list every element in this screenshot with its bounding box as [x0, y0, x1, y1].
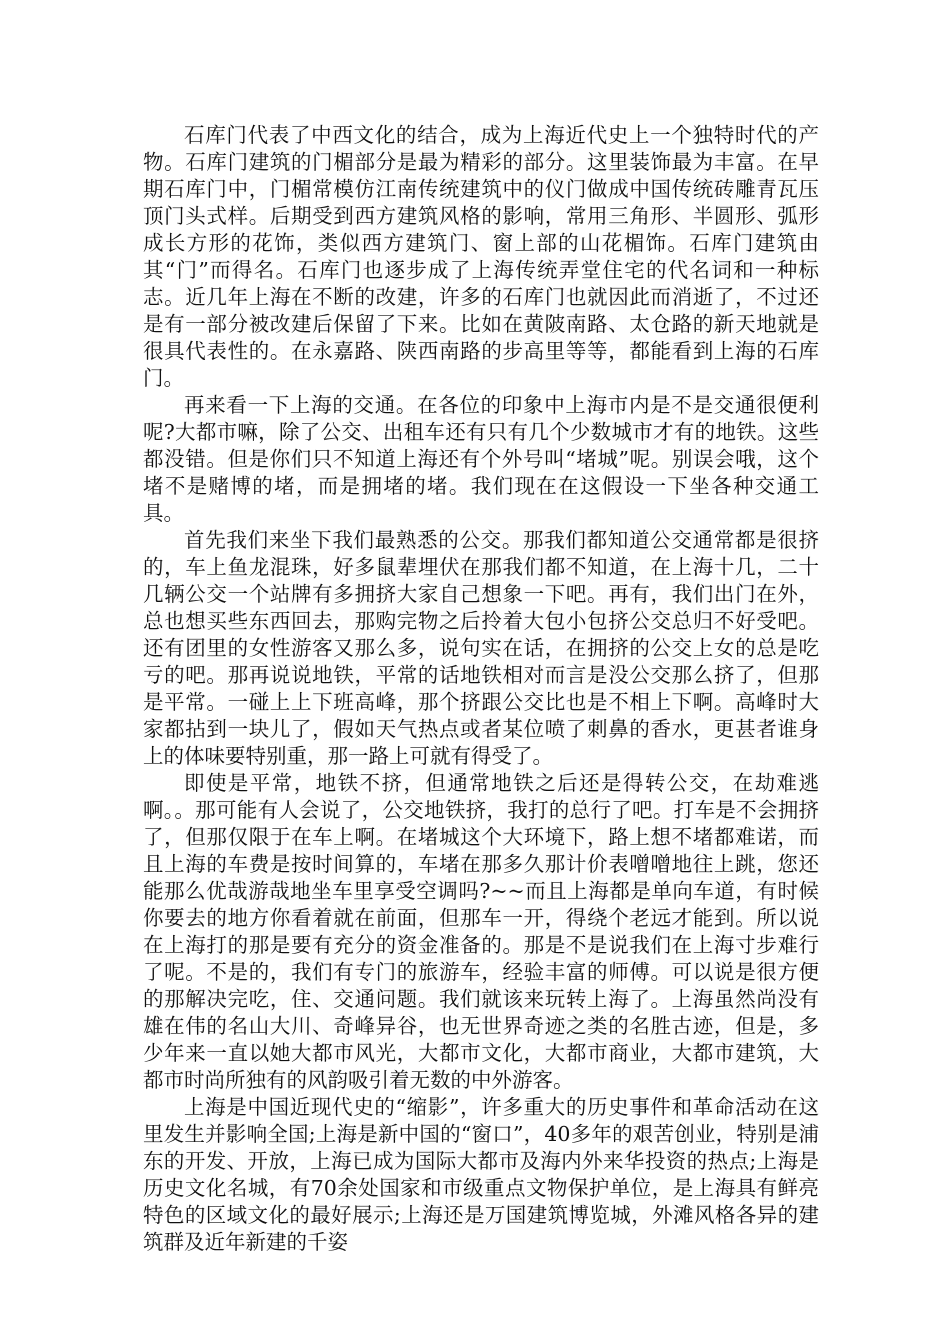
- document-page: [143, 122, 819, 1256]
- paragraph-shikumen: 石库门代表了中西文化的结合，成为上海近代史上一个独特时代的产物。石库门建筑的门楣部分是最为精彩的部分。这里装饰最为丰富。在早期石库门中，门楣常模仿江南传统建筑中的仪门做成中国传统砖雕青瓦压顶门头式样。后期受到西方建筑风格的影响，常用三角形、半圆形、弧形成长方形的花饰，类似西方建筑门、窗上部的山花楣饰。石库门建筑由其“门”而得名。石库门也逐步成了上海传统弄堂住宅的代名词和一种标志。近几年上海在不断的改建，许多的石库门也就因此而消逝了，不过还是有一部分被改建后保留了下来。比如在黄陂南路、太仓路的新天地就是很具代表性的。在永嘉路、陕西南路的步高里等等，都能看到上海的石库门。: [143, 123, 819, 390]
- paragraph-taxi-tour: 即使是平常，地铁不挤，但通常地铁之后还是得转公交，在劫难逃啊。。那可能有人会说了，公交地铁挤，我打的总行了吧。打车是不会拥挤了，但那仅限于在车上啊。在堵城这个大环境下，路上想不堵都难诺，而且上海的车费是按时间算的，车堵在那多久那计价表噌噌地往上跳，您还能那么优哉游哉地坐车里享受空调吗?~~而且上海都是单向车道，有时候你要去的地方你看着就在前面，但那车一开，得绕个老远才能到。所以说在上海打的那是要有充分的资金准备的。那是不是说我们在上海寸步难行了呢。不是的，我们有专门的旅游车，经验丰富的师傅。可以说是很方便的那解决完吃，住、交通问题。我们就该来玩转上海了。上海虽然尚没有雄在伟的名山大川、奇峰异谷，也无世界奇迹之类的名胜古迹，但是，多少年来一直以她大都市风光，大都市文化，大都市商业，大都市建筑，大都市时尚所独有的风韵吸引着无数的中外游客。: [143, 771, 819, 1092]
- paragraph-bus-metro: 首先我们来坐下我们最熟悉的公交。那我们都知道公交通常都是很挤的，车上鱼龙混珠，好多鼠辈埋伏在那我们都不知道，在上海十几，二十几辆公交一个站牌有多拥挤大家自己想象一下吧。再有，我们出门在外，总也想买些东西回去，那购完物之后拎着大包小包挤公交总归不好受吧。还有团里的女性游客又那么多，说句实在话，在拥挤的公交上女的总是吃亏的吧。那再说说地铁，平常的话地铁相对而言是没公交那么挤了，但那是平常。一碰上上下班高峰，那个挤跟公交比也是不相上下啊。高峰时大家都拈到一块儿了，假如天气热点或者某位喷了刺鼻的香水，更甚者谁身上的体味要特别重，那一路上可就有得受了。: [143, 528, 819, 768]
- paragraph-shanghai-history: 上海是中国近现代史的“缩影”，许多重大的历史事件和革命活动在这里发生并影响全国;上海是新中国的“窗口”，40多年的艰苦创业，特别是浦东的开发、开放，上海已成为国际大都市及海内外来华投资的热点;上海是历史文化名城，有70余处国家和市级重点文物保护单位，是上海具有鲜亮特色的区域文化的最好展示;上海还是万国建筑博览城，外滩风格各异的建筑群及近年新建的千姿: [143, 1095, 819, 1254]
- paragraph-traffic-intro: 再来看一下上海的交通。在各位的印象中上海市内是不是交通很便利呢?大都市嘛，除了公交、出租车还有只有几个少数城市才有的地铁。这些都没错。但是你们只不知道上海还有个外号叫“堵城”呢。别误会哦，这个堵不是赌博的堵，而是拥堵的堵。我们现在在这假设一下坐各种交通工具。: [143, 393, 819, 525]
